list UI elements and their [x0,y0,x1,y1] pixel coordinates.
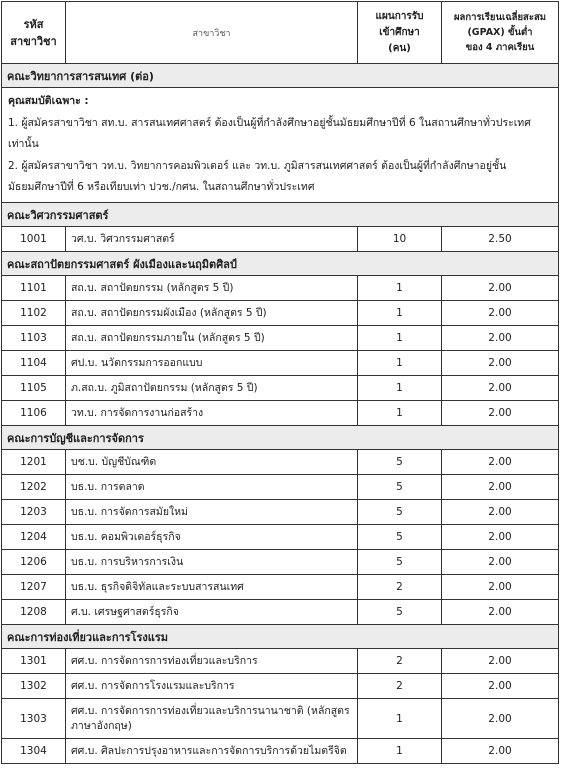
table-row [2,649,559,674]
table-row [2,699,559,739]
min-gpax: 2.00 [442,276,559,301]
table-row [2,351,559,376]
header-plan [358,2,442,64]
header-code-line2: สาขาวิชา [10,34,57,48]
major-code: 1206 [2,550,66,575]
header-plan-line3: (คน) [388,42,411,54]
table-row [2,739,559,764]
major-name: สถ.บ. สถาปัตยกรรม (หลักสูตร 5 ปี) [66,276,358,301]
section-header-row [2,625,559,649]
min-gpax: 2.00 [442,500,559,525]
table-row [2,301,559,326]
section-title: คณะวิทยาการสารสนเทศ (ต่อ) [2,64,559,88]
table-row [2,525,559,550]
major-code: 1101 [2,276,66,301]
admission-plan: 1 [358,401,442,426]
table-row [2,376,559,401]
table-body [2,64,559,764]
min-gpax: 2.00 [442,450,559,475]
table-row [2,600,559,625]
min-gpax: 2.00 [442,699,559,739]
header-code-line1: รหัส [23,17,44,31]
header-gpax-line2: (GPAX) ขั้นต่ำ [467,27,533,38]
major-name: ศ.บ. เศรษฐศาสตร์ธุรกิจ [66,600,358,625]
min-gpax: 2.00 [442,376,559,401]
requirements-row [2,88,559,203]
header-plan-line2: เข้าศึกษา [379,26,420,38]
min-gpax: 2.00 [442,674,559,699]
major-code: 1201 [2,450,66,475]
section-title: คณะการท่องเที่ยวและการโรงแรม [2,625,559,649]
min-gpax: 2.00 [442,326,559,351]
admission-plan: 5 [358,525,442,550]
major-code: 1303 [2,699,66,739]
header-gpax-line1: ผลการเรียนเฉลี่ยสะสม [453,12,547,23]
major-name: บธ.บ. การจัดการสมัยใหม่ [66,500,358,525]
major-name: สถ.บ. สถาปัตยกรรมภายใน (หลักสูตร 5 ปี) [66,326,358,351]
major-name: วศ.บ. วิศวกรรมศาสตร์ [66,227,358,252]
major-name: ภ.สถ.บ. ภูมิสถาปัตยกรรม (หลักสูตร 5 ปี) [66,376,358,401]
admission-plan: 2 [358,674,442,699]
header-gpax [442,2,559,64]
admission-plan: 1 [358,376,442,401]
section-title: คณะวิศวกรรมศาสตร์ [2,203,559,227]
major-name: ศศ.บ. การจัดการการท่องเที่ยวและบริการ [66,649,358,674]
table-row [2,500,559,525]
admission-plan: 5 [358,500,442,525]
major-code: 1301 [2,649,66,674]
section-title: คณะสถาปัตยกรรมศาสตร์ ผังเมืองและนฤมิตศิลป์ [2,252,559,276]
major-name: ศศ.บ. การจัดการโรงแรมและบริการ [66,674,358,699]
admission-plan: 2 [358,575,442,600]
admission-plan: 5 [358,600,442,625]
major-code: 1208 [2,600,66,625]
min-gpax: 2.00 [442,649,559,674]
header-row [2,2,559,64]
min-gpax: 2.00 [442,550,559,575]
major-code: 1204 [2,525,66,550]
major-code: 1304 [2,739,66,764]
min-gpax: 2.00 [442,301,559,326]
major-code: 1106 [2,401,66,426]
admission-plan: 5 [358,450,442,475]
major-code: 1105 [2,376,66,401]
section-title: คณะการบัญชีและการจัดการ [2,426,559,450]
table-row [2,227,559,252]
admission-plan: 5 [358,550,442,575]
header-gpax-line3: ของ 4 ภาคเรียน [465,42,535,53]
table-row [2,550,559,575]
table-row [2,276,559,301]
header-plan-line1: แผนการรับ [375,10,424,22]
min-gpax: 2.00 [442,351,559,376]
admission-plan: 1 [358,301,442,326]
min-gpax: 2.00 [442,475,559,500]
table-row [2,326,559,351]
major-name: บธ.บ. การบริหารการเงิน [66,550,358,575]
table-row [2,450,559,475]
major-name: บธ.บ. ธุรกิจดิจิทัลและระบบสารสนเทศ [66,575,358,600]
admission-plan: 5 [358,475,442,500]
table-row [2,674,559,699]
major-name: ศป.บ. นวัตกรรมการออกแบบ [66,351,358,376]
admission-plan: 10 [358,227,442,252]
major-code: 1207 [2,575,66,600]
section-header-row [2,252,559,276]
major-code: 1203 [2,500,66,525]
min-gpax: 2.00 [442,739,559,764]
requirement-item: 1. ผู้สมัครสาขาวิชา สท.บ. สารสนเทศศาสตร์ ต้องเป็นผู้ที่กำลังศึกษาอยู่ชั้นมัธยมศึกษาปีที่ 6 ในสถานศึกษาทั่วประเทศ เท่านั้น [8,117,531,150]
admission-plan: 1 [358,351,442,376]
major-name: บธ.บ. การตลาด [66,475,358,500]
major-code: 1001 [2,227,66,252]
min-gpax: 2.00 [442,600,559,625]
requirements-title: คุณสมบัติเฉพาะ : [8,95,89,107]
major-name: บธ.บ. คอมพิวเตอร์ธุรกิจ [66,525,358,550]
major-name: วท.บ. การจัดการงานก่อสร้าง [66,401,358,426]
min-gpax: 2.50 [442,227,559,252]
header-code [2,2,66,64]
major-name: ศศ.บ. ศิลปะการปรุงอาหารและการจัดการบริการด้วยไมตรีจิต [66,739,358,764]
major-code: 1104 [2,351,66,376]
admission-table [1,1,559,764]
table-row [2,475,559,500]
requirement-item: 2. ผู้สมัครสาขาวิชา วท.บ. วิทยาการคอมพิวเตอร์ และ วท.บ. ภูมิสารสนเทศศาสตร์ ต้องเป็นผู้ที่กำลังศึกษาอยู่ชั้นมัธยมศึกษาปีที่ 6 หรือเทียบเท่า ปวช./กศน. ในสถานศึกษาทั่วประเทศ [8,160,507,193]
admission-plan: 1 [358,699,442,739]
major-name: บช.บ. บัญชีบัณฑิต [66,450,358,475]
admission-plan: 2 [358,649,442,674]
admission-plan: 1 [358,276,442,301]
admission-plan: 1 [358,326,442,351]
min-gpax: 2.00 [442,525,559,550]
major-code: 1102 [2,301,66,326]
major-name: ศศ.บ. การจัดการการท่องเที่ยวและบริการนานาชาติ (หลักสูตรภาษาอังกฤษ) [66,699,358,739]
admission-plan: 1 [358,739,442,764]
major-code: 1302 [2,674,66,699]
major-code: 1103 [2,326,66,351]
major-name: สถ.บ. สถาปัตยกรรมผังเมือง (หลักสูตร 5 ปี) [66,301,358,326]
requirements-cell [2,88,559,203]
section-header-row [2,203,559,227]
section-header-row [2,426,559,450]
min-gpax: 2.00 [442,575,559,600]
table-row [2,575,559,600]
section-header-row [2,64,559,88]
header-major: สาขาวิชา [66,2,358,64]
table-row [2,401,559,426]
min-gpax: 2.00 [442,401,559,426]
major-code: 1202 [2,475,66,500]
